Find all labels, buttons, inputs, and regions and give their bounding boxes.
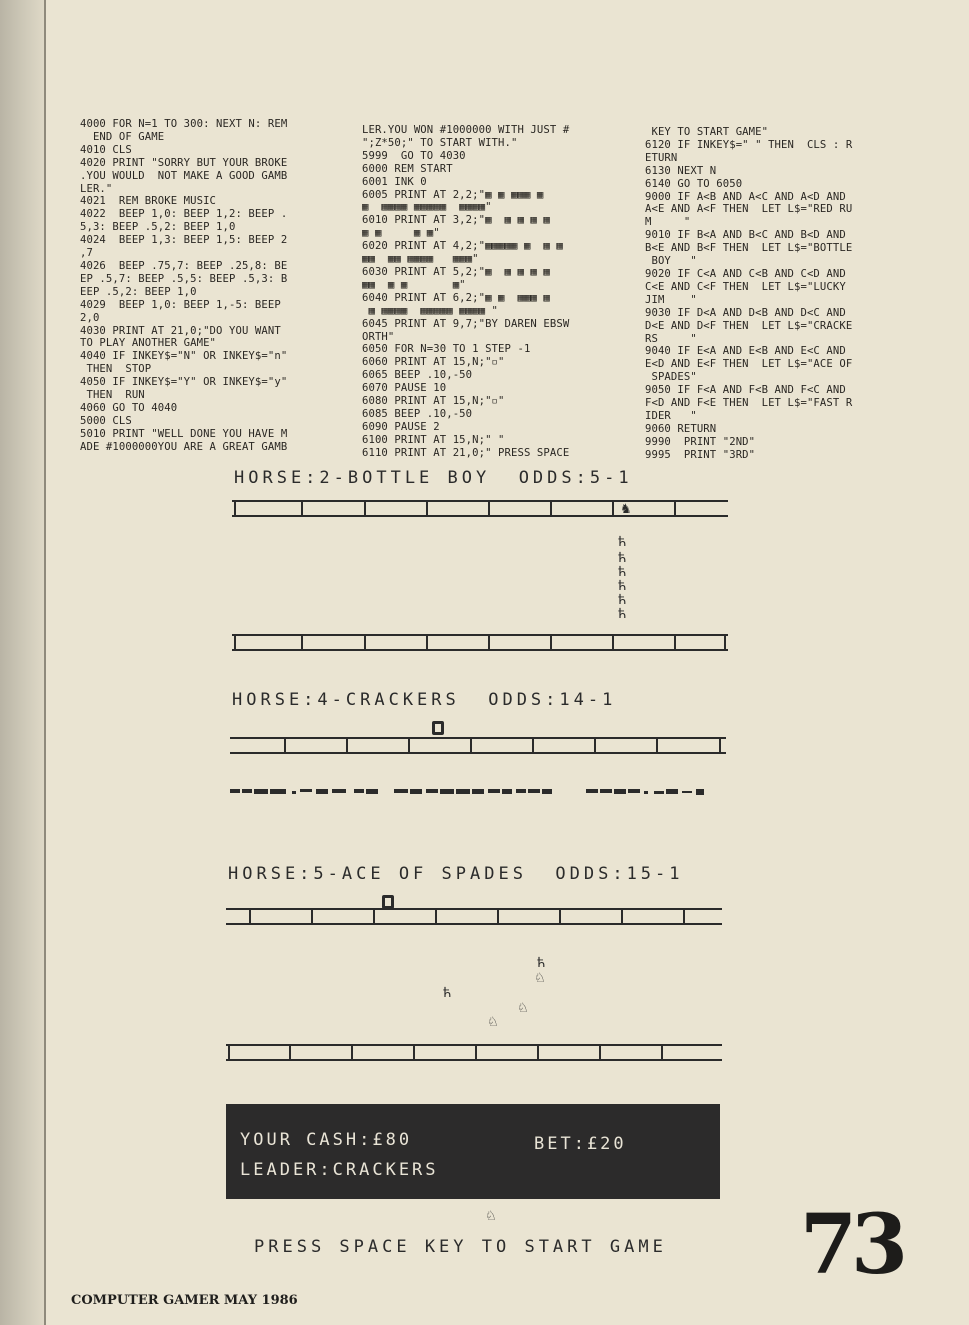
track-bottom-3 (226, 1042, 722, 1062)
binding-edge (44, 0, 46, 1325)
leader-readout: LEADER:CRACKERS (240, 1160, 439, 1180)
screen2-title: HORSE:4-CRACKERS ODDS:14-1 (232, 690, 617, 710)
track-bottom-1 (232, 632, 728, 652)
horse-icon: ћ (618, 551, 627, 566)
horse-icon: ћ (443, 986, 452, 1001)
status-panel (226, 1104, 720, 1199)
listing-column-3: KEY TO START GAME" 6120 IF INKEY$=" " THEN CLS : R ETURN 6130 NEXT N 6140 GO TO 6050 9000 IF A<B AND A<C AND A<D AND A<E AND A<F THEN LET L$="RED RU M " 9010 IF B<A AND B<C AND B<D AND B<E AND B<F THEN LET L$="BOTTLE BOY " 9020 IF C<A AND C<B AND C<D AND C<E AND C<F THEN LET L$="LUCKY JIM " 9030 IF D<A AND D<B AND D<C AND D<E AND D<F THEN LET L$="CRACKE RS " 9040 IF E<A AND E<B AND E<C AND E<D AND E<F THEN LET L$="ACE OF SPADES" 9050 IF F<A AND F<B AND F<C AND F<D AND F<E THEN LET L$="FAST R IDER " 9060 RETURN 9990 PRINT "2ND" 9995 PRINT "3RD" (645, 126, 853, 461)
horse-icon: ћ (618, 579, 627, 594)
horse-icon: ћ (618, 593, 627, 608)
screen1-title: HORSE:2-BOTTLE BOY ODDS:5-1 (234, 468, 633, 488)
track-top-3 (226, 906, 722, 926)
garbled-screen-text (230, 783, 725, 803)
horse-icon: ♞ (620, 502, 632, 517)
screen3-title: HORSE:5-ACE OF SPADES ODDS:15-1 (228, 864, 684, 884)
press-space-prompt: PRESS SPACE KEY TO START GAME (254, 1237, 667, 1257)
page-number: 73 (800, 1197, 903, 1293)
horse-icon: ћ (618, 607, 627, 622)
horse-icon: ћ (618, 565, 627, 580)
listing-column-1: 4000 FOR N=1 TO 300: NEXT N: REM END OF GAME 4010 CLS 4020 PRINT "SORRY BUT YOUR BROKE .YOU WOULD NOT MAKE A GOOD GAMB LER." 4021 REM BROKE MUSIC 4022 BEEP 1,0: BEEP 1,2: BEEP . 5,3: BEEP .5,2: BEEP 1,0 4024 BEEP 1,3: BEEP 1,5: BEEP 2 ,7 4026 BEEP .75,7: BEEP .25,8: BE EP .5,7: BEEP .5,5: BEEP .5,3: B EEP .5,2: BEEP 1,0 4029 BEEP 1,0: BEEP 1,-5: BEEP 2,0 4030 PRINT AT 21,0;"DO YOU WANT TO PLAY ANOTHER GAME" 4040 IF INKEY$="N" OR INKEY$="n" THEN STOP 4050 IF INKEY$="Y" OR INKEY$="y" THEN RUN 4060 GO TO 4040 5000 CLS 5010 PRINT "WELL DONE YOU HAVE M ADE #1000000YOU ARE A GREAT GAMB (80, 118, 288, 453)
cash-readout: YOUR CASH:£80 (240, 1130, 413, 1150)
horse-icon: ♘ (487, 1015, 499, 1030)
page-gutter (0, 0, 46, 1325)
bet-readout: BET:£20 (534, 1134, 627, 1154)
magazine-footer: COMPUTER GAMER MAY 1986 (71, 1293, 298, 1308)
horse-icon: ћ (537, 956, 546, 971)
horse-icon: ћ (618, 535, 627, 550)
listing-column-2: LER.YOU WON #1000000 WITH JUST # ";Z*50;" TO START WITH." 5999 GO TO 4030 6000 REM START 6001 INK 0 6005 PRINT AT 2,2;"▦ ▦ ▦▦▦ ▦ ▦ ▦▦▦▦ ▦▦▦▦▦ ▦▦▦▦" 6010 PRINT AT 3,2;"▦ ▦ ▦ ▦ ▦ ▦ ▦ ▦ ▦" 6020 PRINT AT 4,2;"▦▦▦▦▦ ▦ ▦ ▦ ▦▦ ▦▦ ▦▦▦▦ ▦▦▦" 6030 PRINT AT 5,2;"▦ ▦ ▦ ▦ ▦ ▦▦ ▦ ▦ ▦" 6040 PRINT AT 6,2;"▦ ▦ ▦▦▦ ▦ ▦ ▦▦▦▦ ▦▦▦▦▦ ▦▦▦▦ " 6045 PRINT AT 9,7;"BY DAREN EBSW ORTH" 6050 FOR N=30 TO 1 STEP -1 6060 PRINT AT 15,N;"▫" 6065 BEEP .10,-50 6070 PAUSE 10 6080 PRINT AT 15,N;"▫" 6085 BEEP .10,-50 6090 PAUSE 2 6100 PRINT AT 15,N;" " 6110 PRINT AT 21,0;" PRESS SPACE (362, 124, 570, 459)
horse-icon: ♘ (485, 1209, 497, 1224)
marker-block (432, 721, 444, 735)
track-top-1 (232, 498, 728, 518)
horse-icon: ♘ (534, 971, 546, 986)
track-2 (230, 735, 726, 755)
horse-icon: ♘ (517, 1001, 529, 1016)
